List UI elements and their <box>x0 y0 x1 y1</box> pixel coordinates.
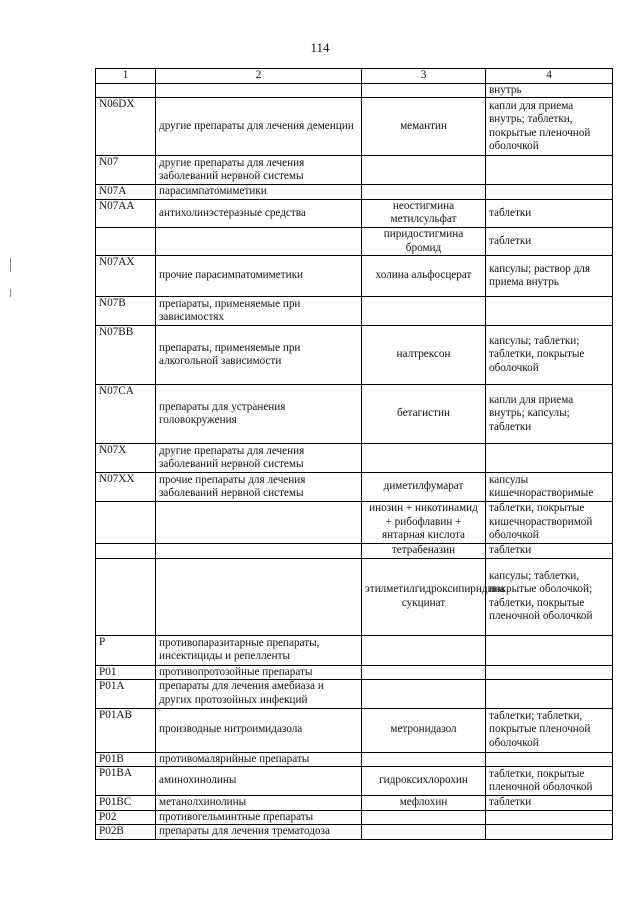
atc-code-cell: N06DX <box>96 98 156 156</box>
drug-cell <box>362 680 486 708</box>
drug-cell <box>362 810 486 825</box>
drug-cell <box>362 444 486 473</box>
table-row <box>96 558 613 635</box>
atc-code-cell: P01BA <box>96 767 156 796</box>
drug-cell: холина альфосцерат <box>362 256 486 297</box>
drug-cell <box>362 83 486 98</box>
drug-cell <box>362 185 486 200</box>
group-cell: парасимпатомиметики <box>156 185 362 200</box>
atc-code-cell: N07CA <box>96 385 156 444</box>
drug-cell <box>362 665 486 680</box>
header-cell: 4 <box>486 69 613 84</box>
group-cell <box>156 83 362 98</box>
header-row <box>96 69 613 84</box>
table-row <box>96 156 613 185</box>
header-cell: 2 <box>156 69 362 84</box>
form-cell <box>486 156 613 185</box>
drug-cell: налтрексон <box>362 326 486 385</box>
form-cell: капсулы; таблетки; таблетки, покрытые оболочкой <box>486 326 613 385</box>
atc-code-cell: N07AX <box>96 256 156 297</box>
drug-cell: этилметилгидроксипиридина сукцинат <box>362 558 486 635</box>
form-cell <box>486 635 613 665</box>
atc-code-cell: N07BB <box>96 326 156 385</box>
form-cell: таблетки <box>486 199 613 227</box>
margin-mark <box>10 289 11 297</box>
atc-code-cell: N07A <box>96 185 156 200</box>
atc-code-cell: P01B <box>96 752 156 767</box>
form-cell: таблетки <box>486 227 613 255</box>
table-row <box>96 635 613 665</box>
margin-mark <box>10 258 11 272</box>
header-cell: 3 <box>362 69 486 84</box>
table-row <box>96 83 613 98</box>
group-cell <box>156 502 362 544</box>
atc-code-cell <box>96 502 156 544</box>
drug-cell: метронидазол <box>362 708 486 752</box>
drug-cell: инозин + никотинамид + рибофлавин + янтарная кислота <box>362 502 486 544</box>
atc-code-cell: N07 <box>96 156 156 185</box>
form-cell <box>486 680 613 708</box>
form-cell <box>486 444 613 473</box>
group-cell: другие препараты для лечения заболеваний нервной системы <box>156 444 362 473</box>
group-cell: прочие препараты для лечения заболеваний нервной системы <box>156 473 362 502</box>
table-row <box>96 473 613 502</box>
drug-table <box>95 68 613 840</box>
drug-cell: бетагистин <box>362 385 486 444</box>
drug-cell <box>362 635 486 665</box>
group-cell: метанолхинолины <box>156 796 362 811</box>
drug-cell <box>362 825 486 840</box>
atc-code-cell: P <box>96 635 156 665</box>
form-cell <box>486 752 613 767</box>
table-row <box>96 227 613 255</box>
drug-cell <box>362 297 486 326</box>
group-cell: препараты, применяемые при алкогольной зависимости <box>156 326 362 385</box>
form-cell <box>486 185 613 200</box>
table-row <box>96 297 613 326</box>
atc-code-cell: N07XX <box>96 473 156 502</box>
atc-code-cell: P01AB <box>96 708 156 752</box>
drug-cell <box>362 156 486 185</box>
table-row <box>96 256 613 297</box>
group-cell: производные нитроимидазола <box>156 708 362 752</box>
group-cell: прочие парасимпатомиметики <box>156 256 362 297</box>
table-row <box>96 199 613 227</box>
form-cell <box>486 665 613 680</box>
drug-cell: диметилфумарат <box>362 473 486 502</box>
group-cell: препараты, применяемые при зависимостях <box>156 297 362 326</box>
group-cell: препараты для устранения головокружения <box>156 385 362 444</box>
drug-cell <box>362 752 486 767</box>
group-cell <box>156 544 362 559</box>
atc-code-cell: N07B <box>96 297 156 326</box>
form-cell: таблетки <box>486 544 613 559</box>
atc-code-cell: P01 <box>96 665 156 680</box>
table-row <box>96 385 613 444</box>
table-row <box>96 544 613 559</box>
form-cell <box>486 810 613 825</box>
group-cell: антихолинэстеразные средства <box>156 199 362 227</box>
drug-cell: тетрабеназин <box>362 544 486 559</box>
group-cell: препараты для лечения амебиаза и других протозойных инфекций <box>156 680 362 708</box>
table-row <box>96 98 613 156</box>
table-row <box>96 810 613 825</box>
drug-cell: гидроксихлорохин <box>362 767 486 796</box>
drug-cell: мефлохин <box>362 796 486 811</box>
group-cell: препараты для лечения трематодоза <box>156 825 362 840</box>
group-cell: противопротозойные препараты <box>156 665 362 680</box>
atc-code-cell <box>96 544 156 559</box>
table-row <box>96 444 613 473</box>
atc-code-cell: P01A <box>96 680 156 708</box>
atc-code-cell: P02 <box>96 810 156 825</box>
atc-code-cell <box>96 83 156 98</box>
table-row <box>96 752 613 767</box>
form-cell: внутрь <box>486 83 613 98</box>
group-cell <box>156 227 362 255</box>
group-cell: противогельминтные препараты <box>156 810 362 825</box>
table-row <box>96 502 613 544</box>
form-cell: таблетки <box>486 796 613 811</box>
form-cell: капли для приема внутрь; таблетки, покрытые пленочной оболочкой <box>486 98 613 156</box>
table-row <box>96 825 613 840</box>
table-row <box>96 767 613 796</box>
table-row <box>96 665 613 680</box>
page-number: 114 <box>310 40 330 55</box>
table-row <box>96 796 613 811</box>
group-cell <box>156 558 362 635</box>
drug-cell: пиридостигмина бромид <box>362 227 486 255</box>
group-cell: аминохинолины <box>156 767 362 796</box>
table-row <box>96 708 613 752</box>
drug-cell: мемантин <box>362 98 486 156</box>
table-row <box>96 326 613 385</box>
form-cell: капсулы кишечнорастворимые <box>486 473 613 502</box>
atc-code-cell: P02B <box>96 825 156 840</box>
drug-cell: неостигмина метилсульфат <box>362 199 486 227</box>
form-cell: таблетки, покрытые пленочной оболочкой <box>486 767 613 796</box>
table-row <box>96 185 613 200</box>
group-cell: противомалярийные препараты <box>156 752 362 767</box>
group-cell: другие препараты для лечения деменции <box>156 98 362 156</box>
atc-code-cell: P01BC <box>96 796 156 811</box>
table-row <box>96 680 613 708</box>
form-cell: капли для приема внутрь; капсулы; таблетки <box>486 385 613 444</box>
atc-code-cell <box>96 227 156 255</box>
form-cell <box>486 297 613 326</box>
group-cell: другие препараты для лечения заболеваний нервной системы <box>156 156 362 185</box>
atc-code-cell: N07X <box>96 444 156 473</box>
header-cell: 1 <box>96 69 156 84</box>
form-cell: таблетки; таблетки, покрытые пленочной оболочкой <box>486 708 613 752</box>
group-cell: противопаразитарные препараты, инсектициды и репелленты <box>156 635 362 665</box>
form-cell: таблетки, покрытые кишечнорастворимой оболочкой <box>486 502 613 544</box>
atc-code-cell <box>96 558 156 635</box>
form-cell: капсулы; таблетки, покрытые оболочкой; таблетки, покрытые пленочной оболочкой <box>486 558 613 635</box>
form-cell <box>486 825 613 840</box>
form-cell: капсулы; раствор для приема внутрь <box>486 256 613 297</box>
atc-code-cell: N07AA <box>96 199 156 227</box>
